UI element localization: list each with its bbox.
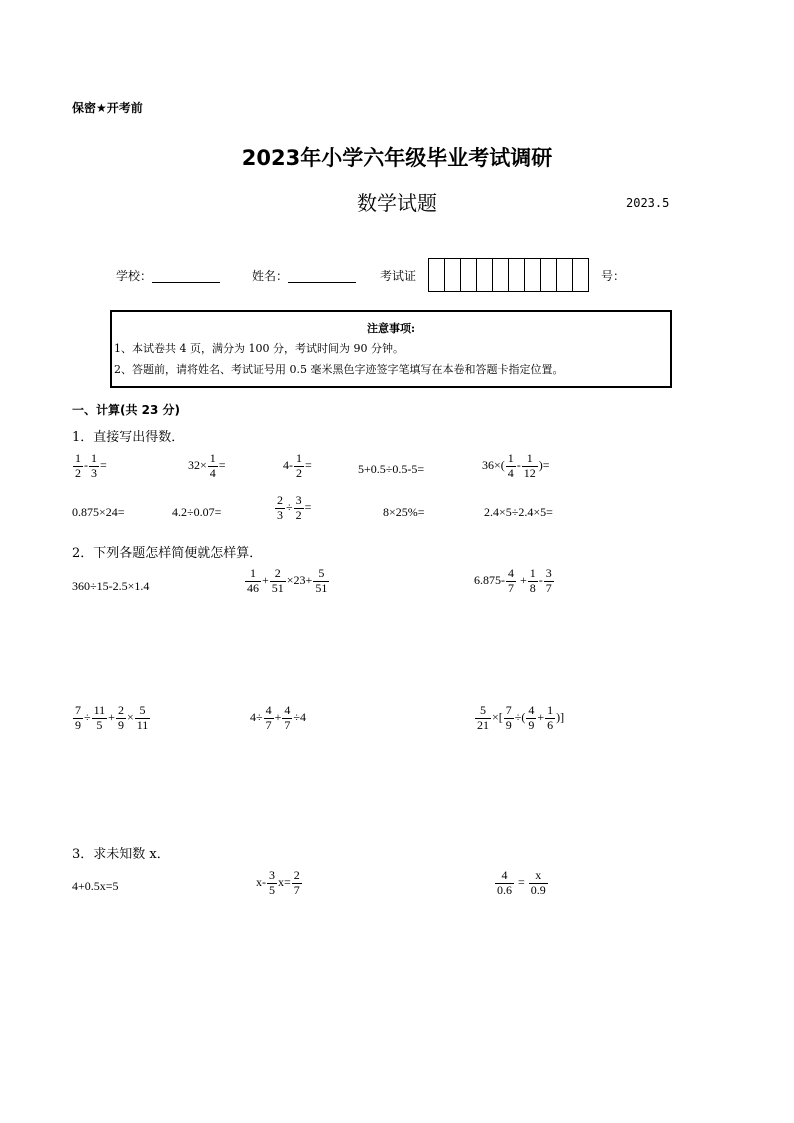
exam-id-grid[interactable]	[428, 258, 589, 292]
q1-item-1: $\frac{1}{2}$ - $\frac{1}{3}$ =	[75, 451, 107, 480]
notice-box	[110, 310, 672, 388]
q2-item-5: 4÷ $\frac{4}{7}$ + $\frac{4}{7}$ ÷4	[250, 703, 306, 732]
q1-item-7: 4.2÷0.07=	[172, 505, 222, 519]
q3-item-1: 4+0.5x=5	[72, 879, 119, 893]
exam-id-cell[interactable]	[509, 259, 525, 291]
notice-title: 注意事项:	[366, 322, 416, 335]
q1-item-9: 8×25%=	[383, 505, 425, 519]
q2-item-1: 360÷15-2.5×1.4	[72, 579, 150, 593]
q2-item-2: $\frac{1}{46}$ + $\frac{2}{51}$ ×23+ $\frac{5}{51}$	[247, 566, 328, 595]
q2-item-4: $\frac{7}{9}$ ÷ $\frac{11}{5}$ + $\frac{2}{9}$ × $\frac{5}{11}$	[75, 703, 149, 732]
section-heading: 一、计算(共 23 分)	[72, 403, 181, 417]
exam-date: 2023.5	[626, 196, 670, 210]
q1-item-10: 2.4×5÷2.4×5=	[484, 505, 553, 519]
school-label: 学校：	[116, 268, 153, 283]
notice-line-1: 1、本试卷共 4 页，满分为 100 分，考试时间为 90 分钟。	[114, 342, 404, 355]
exam-id-label: 考试证	[380, 268, 417, 283]
name-field[interactable]	[288, 268, 356, 283]
q1-item-5: 36×( $\frac{1}{4}$ - $\frac{1}{12}$ )=	[482, 451, 550, 480]
info-row	[116, 258, 625, 292]
q1-item-4: 5+0.5÷0.5-5=	[358, 462, 425, 476]
q3-item-3: $\frac{4}{0.6}$ = $\frac{x}{0.9}$	[497, 868, 546, 897]
exam-id-cell[interactable]	[557, 259, 573, 291]
hao-label: 号：	[601, 268, 626, 283]
exam-id-cell[interactable]	[493, 259, 509, 291]
exam-id-cell[interactable]	[445, 259, 461, 291]
exam-id-cell[interactable]	[541, 259, 557, 291]
exam-subtitle: 数学试题	[357, 191, 437, 215]
q1-item-3: 4- $\frac{1}{2}$ =	[283, 451, 312, 480]
school-field[interactable]	[152, 268, 220, 283]
q1-item-6: 0.875×24=	[72, 505, 125, 519]
question-2-prompt: 2．下列各题怎样简便就怎样算．	[72, 546, 263, 561]
name-label: 姓名：	[252, 268, 289, 283]
q3-item-2: x- $\frac{3}{5}$ x= $\frac{2}{7}$	[256, 868, 300, 897]
exam-id-cell[interactable]	[525, 259, 541, 291]
exam-id-cell[interactable]	[461, 259, 477, 291]
confidential-label: 保密★开考前	[72, 101, 143, 115]
exam-title: 2023年小学六年级毕业考试调研	[241, 146, 553, 170]
exam-id-cell[interactable]	[429, 259, 445, 291]
exam-id-cell[interactable]	[573, 259, 588, 291]
exam-id-cell[interactable]	[477, 259, 493, 291]
q1-item-8: $\frac{2}{3}$ ÷ $\frac{3}{2}$ =	[277, 493, 312, 522]
question-1-prompt: 1．直接写出得数．	[72, 430, 185, 445]
question-3-prompt: 3．求未知数 x．	[72, 847, 170, 862]
q2-item-3: 6.875- $\frac{4}{7}$ + $\frac{1}{8}$ - $\frac{3}{7}$	[474, 566, 552, 595]
q2-item-6: $\frac{5}{21}$ ×[ $\frac{7}{9}$ ÷( $\frac{4}{9}$ + $\frac{1}{6}$ )]	[477, 703, 565, 732]
notice-line-2: 2、答题前，请将姓名、考试证号用 0.5 毫米黑色字迹签字笔填写在本卷和答题卡指定位置。	[114, 363, 564, 376]
q1-item-2: 32× $\frac{1}{4}$ =	[188, 451, 226, 480]
